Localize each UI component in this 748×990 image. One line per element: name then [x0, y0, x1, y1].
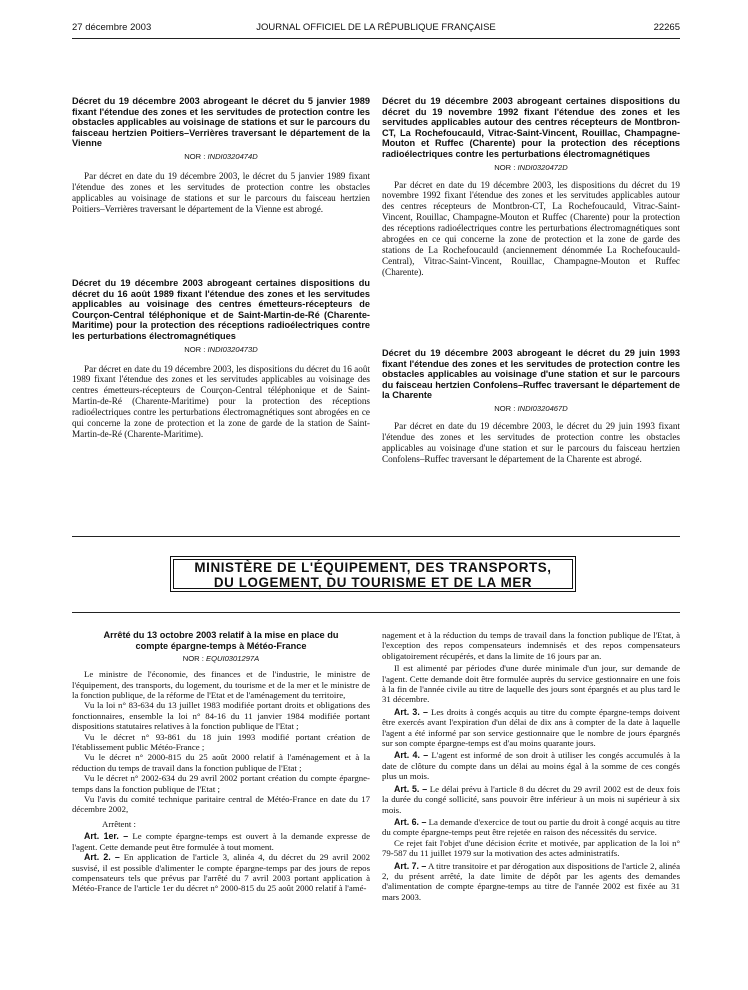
arrete-visa-decret-2000-815: Vu le décret n° 2000-815 du 25 août 2000 relatif à l'aménagement et à la réduction du temps de travail dans la fonction publique de l'Etat ; [72, 752, 370, 773]
arrete-article-4: Art. 4. – L'agent est informé de son droit à utiliser les congés accumulés à la date de clôture du compte dans un délai au moins égal à la somme de ces congés plus un mois. [382, 750, 680, 782]
decree-3-nor: NOR : INDI0320472D [494, 162, 568, 172]
arrete-title: Arrêté du 13 octobre 2003 relatif à la mise en place du compte épargne-temps à Météo-France [103, 630, 339, 651]
arrete-visa-decret-93-861: Vu le décret n° 93-861 du 18 juin 1993 modifié portant création de l'établissement public Météo-France ; [72, 731, 370, 753]
decree-4-body: Par décret en date du 19 décembre 2003, le décret du 29 juin 1993 fixant l'étendue des zones et les servitudes de protection contre les obstacles applicables au voisinage d'une station et sur le parcours du faisceau hertzien Confolens–Ruffec traversant le département de la Charente est abrogé. [382, 420, 680, 464]
decree-1-body: Par décret en date du 19 décembre 2003, le décret du 5 janvier 1989 fixant l'étendue des zones et les servitudes de protection contre les obstacles applicables au voisinage de stations et sur le parcours du faisceau hertzien Poitiers–Verrières traversant le département de la Vienne est abrogé. [72, 170, 370, 214]
header-date: 27 décembre 2003 [72, 22, 152, 33]
arrete-visa-ministers: Le ministre de l'économie, des finances et de l'industrie, le ministre de l'équipement, des transports, du logement, du tourisme et de la mer et le ministre de la fonction publique, de la réforme de l'Etat et de l'aménagement du territoire, [72, 669, 370, 700]
ministry-heading [173, 559, 573, 589]
arrete-article-7: Art. 7. – A titre transitoire et par dérogation aux dispositions de l'article 2, alinéa 2, du présent arrêté, la date limite de dépôt par les agents des demandes d'alimentation de compte épargne-temps au titre de l'année 2002 est fixée au 31 mars 2003. [382, 860, 680, 902]
decree-2 [72, 278, 370, 440]
arrete-article-5: Art. 5. – Le délai prévu à l'article 8 du décret du 29 avril 2002 est de deux fois la durée du congé sollicité, sans pouvoir être inférieur à un mois ni supérieur à six mois. [382, 783, 680, 815]
arrete-visa-avis-ctp: Vu l'avis du comité technique paritaire central de Météo-France en date du 17 décembre 2002, [72, 794, 370, 815]
arrete-article-6: Art. 6. – La demande d'exercice de tout ou partie du droit à congé acquis au titre du compte épargne-temps peut être rejetée en raison des nécessités du service. [382, 816, 680, 838]
section-rule-2 [72, 612, 680, 613]
ministry-heading-box [170, 556, 576, 592]
arrete-article-2: Art. 2. – En application de l'article 3, alinéa 4, du décret du 29 avril 2002 susvisé, il est possible d'alimenter le compte épargne-temps par des jours de repos compensateurs tels que prévus par l'arrêté du 7 avril 2003 portant application à Météo-France de l'article 1er du décret n° 2000-815 du 25 août 2000 relatif à l'amé- [72, 852, 370, 894]
arrete-article-2-continued: nagement et à la réduction du temps de travail dans la fonction publique de l'Etat, à l'exception des repos compensateurs indemnisés et des repos compensateurs obligatoirement récupérés, et dans la limite de 16 jours par an. [382, 630, 680, 661]
header-page-number: 22265 [653, 22, 680, 33]
decree-2-title: Décret du 19 décembre 2003 abrogeant certaines dispositions du décret du 16 août 1989 fixant l'étendue des zones et les servitudes applicables au voisinage des centres émetteurs-récepteurs de Courçon-Central téléphonique et de Saint-Martin-de-Ré (Charente-Maritime) pour la protection des réceptions radioélectriques contre les perturbations électromagnétiques [72, 278, 370, 341]
section-rule [72, 536, 680, 537]
arrete-right-column [382, 630, 680, 902]
decree-2-body: Par décret en date du 19 décembre 2003, les dispositions du décret du 16 août 1989 fixant l'étendue des zones et les servitudes applicables au voisinage des centres émetteurs-récepteurs de Courçon-Central téléphonique et de Saint-Martin-de-Ré (Charente-Maritime) pour la protection des réceptions radioélectriques contre les perturbations électromagnétiques sont abrogées en ce qui concerne la zone de protection et la zone de garde de la station de Saint-Martin-de-Ré (Charente-Maritime). [72, 363, 370, 439]
decree-4 [382, 348, 680, 465]
header-journal-title: JOURNAL OFFICIEL DE LA RÉPUBLIQUE FRANÇAISE [256, 22, 496, 33]
arrete-nor: NOR : EQUI0301297A [182, 654, 260, 664]
decree-1-title: Décret du 19 décembre 2003 abrogeant le décret du 5 janvier 1989 fixant l'étendue des zones et les servitudes de protection contre les obstacles applicables au voisinage de stations et sur le parcours du faisceau hertzien Poitiers–Verrières traversant le département de la Vienne [72, 96, 370, 149]
arrete-visa-decret-2002-634: Vu le décret n° 2002-634 du 29 avril 2002 portant création du compte épargne-temps dans la fonction publique de l'Etat ; [72, 773, 370, 794]
arrete-visa-loi-83-634: Vu la loi n° 83-634 du 13 juillet 1983 modifiée portant droits et obligations des fonctionnaires, ensemble la loi n° 84-16 du 11 janvier 1984 modifiée portant dispositions statutaires relatives à la fonction publique de l'Etat ; [72, 700, 370, 732]
ministry-heading-line-1: MINISTÈRE DE L'ÉQUIPEMENT, DES TRANSPORTS, [194, 560, 552, 575]
arrete-article-2-alimentation: Il est alimenté par périodes d'une durée minimale d'un jour, sur demande de l'agent. Cette demande doit être formulée auprès du service gestionnaire en une fois à la fin de l'année civile au titre de laquelle des jours sont épargnés et au plus tard le 31 décembre. [382, 663, 680, 705]
decree-3-title: Décret du 19 décembre 2003 abrogeant certaines dispositions du décret du 19 novembre 1992 fixant l'étendue des zones et les servitudes applicables autour des centres récepteurs de Montbron-CT, La Rochefoucauld, Vitrac-Saint-Vincent, Rouillac, Champagne-Mouton et Ruffec (Charente) pour la protection des réceptions radioélectriques contre les perturbations électromagnétiques [382, 96, 680, 159]
arrete-article-1: Art. 1er. – Le compte épargne-temps est ouvert à la demande expresse de l'agent. Cette demande peut être formulée à tout moment. [72, 831, 370, 852]
arrete-arretent: Arrêtent : [102, 818, 136, 829]
header-rule [72, 38, 680, 39]
decree-3-body: Par décret en date du 19 décembre 2003, les dispositions du décret du 19 novembre 1992 fixant l'étendue des zones et les servitudes applicables autour des centres récepteurs de Montbron-CT, La Rochefoucauld, Vitrac-Saint-Vincent, Rouillac, Champagne-Mouton et Ruffec (Charente) pour la protection des réceptions radioélectriques contre les perturbations électromagnétiques sont abrogées en ce qui concerne la zone de protection et la zone de garde des stations de La Rochefoucauld (anciennement dénommée La Rochefoucauld-Central), Vitrac-Saint-Vincent, Rouillac, Champagne-Mouton et Ruffec (Charente). [382, 179, 680, 277]
arrete-left-column [72, 630, 370, 894]
running-header [72, 22, 680, 36]
ministry-heading-line-2: DU LOGEMENT, DU TOURISME ET DE LA MER [213, 574, 533, 590]
decree-4-nor: NOR : INDI0320467D [494, 403, 568, 413]
decree-4-title: Décret du 19 décembre 2003 abrogeant le décret du 29 juin 1993 fixant l'étendue des zones et les servitudes de protection contre les obstacles applicables au voisinage d'une station et sur le parcours du faisceau hertzien Confolens–Ruffec traversant le département de la Charente [382, 348, 680, 401]
decree-3 [382, 96, 680, 278]
decree-1-nor: NOR : INDI0320474D [184, 151, 258, 161]
arrete-article-3: Art. 3. – Les droits à congés acquis au titre du compte épargne-temps doivent être exercés avant l'expiration d'un délai de dix ans à compter de la date à laquelle l'agent a été informé par son service gestionnaire que le nombre de jours épargnés sur son compte épargne-temps est d'au moins quarante jours. [382, 706, 680, 749]
decree-1 [72, 96, 370, 215]
arrete-article-6-rejet: Ce rejet fait l'objet d'une décision écrite et motivée, par application de la loi n° 79-587 du 11 juillet 1979 sur la motivation des actes administratifs. [382, 837, 680, 859]
decree-2-nor: NOR : INDI0320473D [184, 344, 258, 354]
